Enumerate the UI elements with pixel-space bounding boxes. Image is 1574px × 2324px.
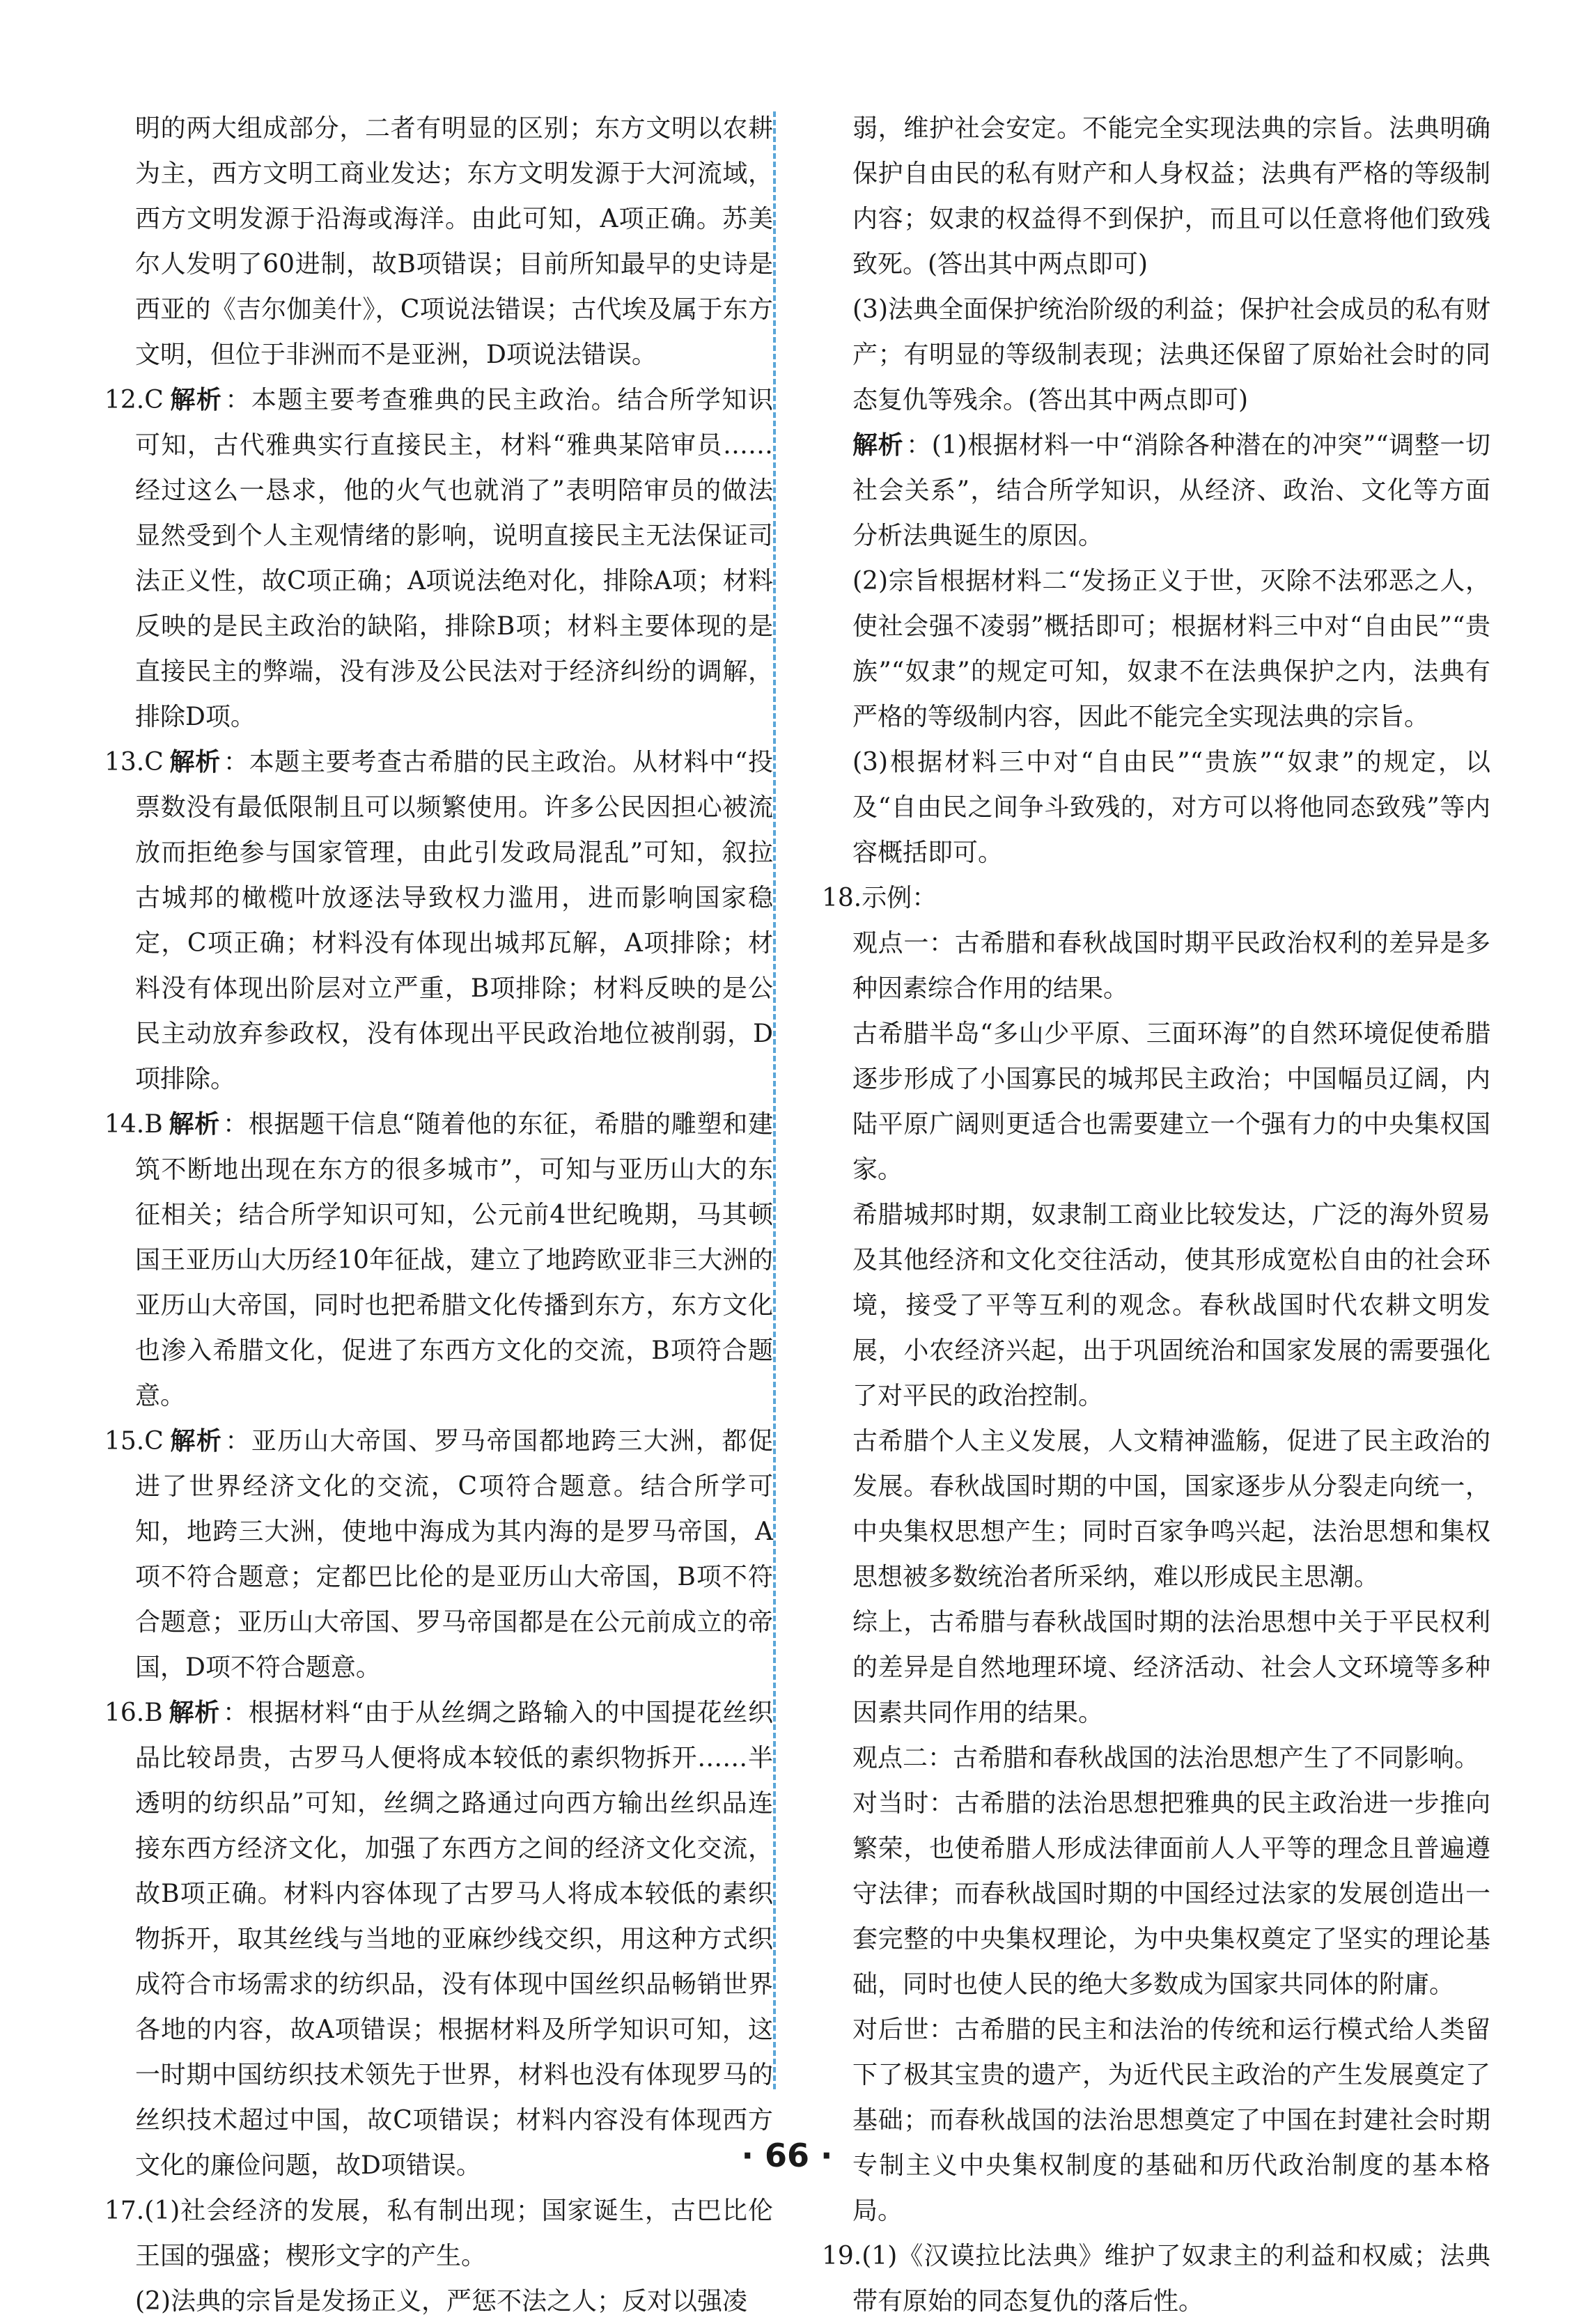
answer-number: 14.B <box>104 1110 163 1139</box>
analysis-label: 解析 <box>168 1698 220 1727</box>
answer-number: 13.C <box>104 748 164 777</box>
q17-part3: (3)法典全面保护统治阶级的利益；保护社会成员的私有财产；有明显的等级制表现；法典还保留了原始社会时的同态复仇等残余。(答出其中两点即可) <box>852 295 1490 414</box>
q17-analysis-1 <box>822 423 1490 559</box>
answer-item-15 <box>104 1419 773 1690</box>
q18-paragraph: 对后世：古希腊的民主和法治的传统和运行模式给人类留下了极其宝贵的遗产，为近代民主政治的产生发展奠定了基础；而春秋战国的法治思想奠定了中国在封建社会时期专制主义中央集权制度的基础和历代政治制度的基本格局。 <box>852 2015 1490 2225</box>
q17-part2-start: (2)法典的宗旨是发扬正义，严惩不法之人；反对以强凌 <box>135 2287 747 2316</box>
answer-item-12 <box>104 377 773 740</box>
page-number: · 66 · <box>741 2137 833 2174</box>
q11-continuation: 明的两大组成部分，二者有明显的区别；东方文明以农耕为主，西方文明工商业发达；东方文明发源于大河流域，西方文明发源于沿海或海洋。由此可知，A项正确。苏美尔人发明了60进制，故B项错误；目前所知最早的史诗是西亚的《吉尔伽美什》，C项说法错误；古代埃及属于东方文明，但位于非洲而不是亚洲，D项说法错误。 <box>135 114 773 369</box>
q18-paragraph: 观点一：古希腊和春秋战国时期平民政治权利的差异是多种因素综合作用的结果。 <box>852 929 1490 1003</box>
answer-number: 18. <box>822 884 862 912</box>
q18-paragraph: 观点二：古希腊和春秋战国的法治思想产生了不同影响。 <box>852 1744 1480 1772</box>
answer-number: 17. <box>104 2197 145 2225</box>
answer-text: ：根据材料“由于从丝绸之路输入的中国提花丝织品比较昂贵，古罗马人便将成本较低的素织物拆开……半透明的纺织品”可知，丝绸之路通过向西方输出丝织品连接东西方经济文化，加强了东西方之间的经济文化交流，故B项正确。材料内容体现了古罗马人将成本较低的素织物拆开，取其丝线与当地的亚麻纱线交织，用这种方式织成符合市场需求的纺织品，没有体现中国丝织品畅销世界各地的内容，故A项错误；根据材料及所学知识可知，这一时期中国纺织技术领先于世界，材料也没有体现罗马的丝织技术超过中国，故C项错误；材料内容没有体现西方文化的廉俭问题，故D项错误。 <box>135 1699 773 2180</box>
answer-number: 15.C <box>104 1427 164 1456</box>
analysis-label: 解析 <box>168 1109 220 1139</box>
q18-paragraph: 古希腊个人主义发展，人文精神滥觞，促进了民主政治的发展。春秋战国时期的中国，国家逐步从分裂走向统一，中央集权思想产生；同时百家争鸣兴起，法治思想和集权思想被多数统治者所采纳，难以形成民主思潮。 <box>852 1427 1490 1591</box>
analysis-text: ：(1)根据材料一中“消除各种潜在的冲突”“调整一切社会关系”，结合所学知识，从经济、政治、文化等方面分析法典诞生的原因。 <box>852 431 1490 550</box>
q18-paragraph: 综上，古希腊与春秋战国时期的法治思想中关于平民权利的差异是自然地理环境、经济活动、社会人文环境等多种因素共同作用的结果。 <box>852 1608 1490 1727</box>
analysis-label: 解析 <box>852 430 904 460</box>
answer-text: ：亚历山大帝国、罗马帝国都地跨三大洲，都促进了世界经济文化的交流，C项符合题意。结合所学可知，地跨三大洲，使地中海成为其内海的是罗马帝国，A项不符合题意；定都巴比伦的是亚历山大帝国，B项不符合题意；亚历山大帝国、罗马帝国都是在公元前成立的帝国，D项不符合题意。 <box>135 1427 773 1682</box>
answer-text: ：根据题干信息“随着他的东征，希腊的雕塑和建筑不断地出现在东方的很多城市”，可知与亚历山大的东征相关；结合所学知识可知，公元前4世纪晚期，马其顿国王亚历山大历经10年征战，建立了地跨欧亚非三大洲的亚历山大帝国，同时也把希腊文化传播到东方，东方文化也渗入希腊文化，促进了东西方文化的交流，B项符合题意。 <box>135 1110 773 1410</box>
column-divider <box>773 111 776 2089</box>
answer-item-19 <box>822 2233 1490 2324</box>
answer-text: (1)《汉谟拉比法典》维护了奴隶主的利益和权威；法典带有原始的同态复仇的落后性。 <box>852 2242 1490 2316</box>
answer-item-16 <box>104 1690 773 2188</box>
example-label: 示例： <box>862 884 937 912</box>
q18-paragraph: 对当时：古希腊的法治思想把雅典的民主政治进一步推向繁荣，也使希腊人形成法律面前人人平等的理念且普遍遵守法律；而春秋战国时期的中国经过法家的发展创造出一套完整的中央集权理论，为中央集权奠定了坚实的理论基础，同时也使人民的绝大多数成为国家共同体的附庸。 <box>852 1789 1490 1999</box>
answer-number: 16.B <box>104 1699 163 1727</box>
answer-number: 19. <box>822 2242 862 2270</box>
q17-analysis-3: (3)根据材料三中对“自由民”“贵族”“奴隶”的规定，以及“自由民之间争斗致残的，对方可以将他同态致残”等内容概括即可。 <box>852 748 1490 867</box>
answer-item-14 <box>104 1102 773 1419</box>
q17-analysis-2: (2)宗旨根据材料二“发扬正义于世，灭除不法邪恶之人，使社会强不凌弱”概括即可；根据材料三中对“自由民”“贵族”“奴隶”的规定可知，奴隶不在法典保护之内，法典有严格的等级制内容，因此不能完全实现法典的宗旨。 <box>852 567 1490 731</box>
answer-number: 12.C <box>104 386 164 414</box>
left-column <box>104 106 773 2324</box>
answer-text: (1)社会经济的发展，私有制出现；国家诞生，古巴比伦王国的强盛；楔形文字的产生。 <box>135 2197 773 2270</box>
analysis-label: 解析 <box>169 747 221 777</box>
q17-part2-continuation: 弱，维护社会安定。不能完全实现法典的宗旨。法典明确保护自由民的私有财产和人身权益；法典有严格的等级制内容；奴隶的权益得不到保护，而且可以任意将他们致残致死。(答出其中两点即可) <box>852 114 1490 279</box>
answer-item-13 <box>104 740 773 1102</box>
answer-item-18 <box>822 875 1490 921</box>
analysis-label: 解析 <box>169 385 223 414</box>
answer-text: ：本题主要考查古希腊的民主政治。从材料中“投票数没有最低限制且可以频繁使用。许多公民因担心被流放而拒绝参与国家管理，由此引发政局混乱”可知，叙拉古城邦的橄榄叶放逐法导致权力滥用，进而影响国家稳定，C项正确；材料没有体现出城邦瓦解，A项排除；材料没有体现出阶层对立严重，B项排除；材料反映的是公民主动放弃参政权，没有体现出平民政治地位被削弱，D项排除。 <box>135 748 773 1093</box>
answer-item-17 <box>104 2188 773 2279</box>
right-column <box>822 106 1490 2324</box>
answer-text: ：本题主要考查雅典的民主政治。结合所学知识可知，古代雅典实行直接民主，材料“雅典某陪审员……经过这么一恳求，他的火气也就消了”表明陪审员的做法显然受到个人主观情绪的影响，说明直接民主无法保证司法正义性，故C项正确；A项说法绝对化，排除A项；材料反映的是民主政治的缺陷，排除B项；材料主要体现的是直接民主的弊端，没有涉及公民法对于经济纠纷的调解，排除D项。 <box>135 386 773 731</box>
analysis-label: 解析 <box>169 1426 223 1456</box>
q18-paragraph: 希腊城邦时期，奴隶制工商业比较发达，广泛的海外贸易及其他经济和文化交往活动，使其形成宽松自由的社会环境，接受了平等互利的观念。春秋战国时代农耕文明发展，小农经济兴起，出于巩固统治和国家发展的需要强化了对平民的政治控制。 <box>852 1201 1490 1410</box>
q18-paragraph: 古希腊半岛“多山少平原、三面环海”的自然环境促使希腊逐步形成了小国寡民的城邦民主政治；中国幅员辽阔，内陆平原广阔则更适合也需要建立一个强有力的中央集权国家。 <box>852 1020 1490 1184</box>
